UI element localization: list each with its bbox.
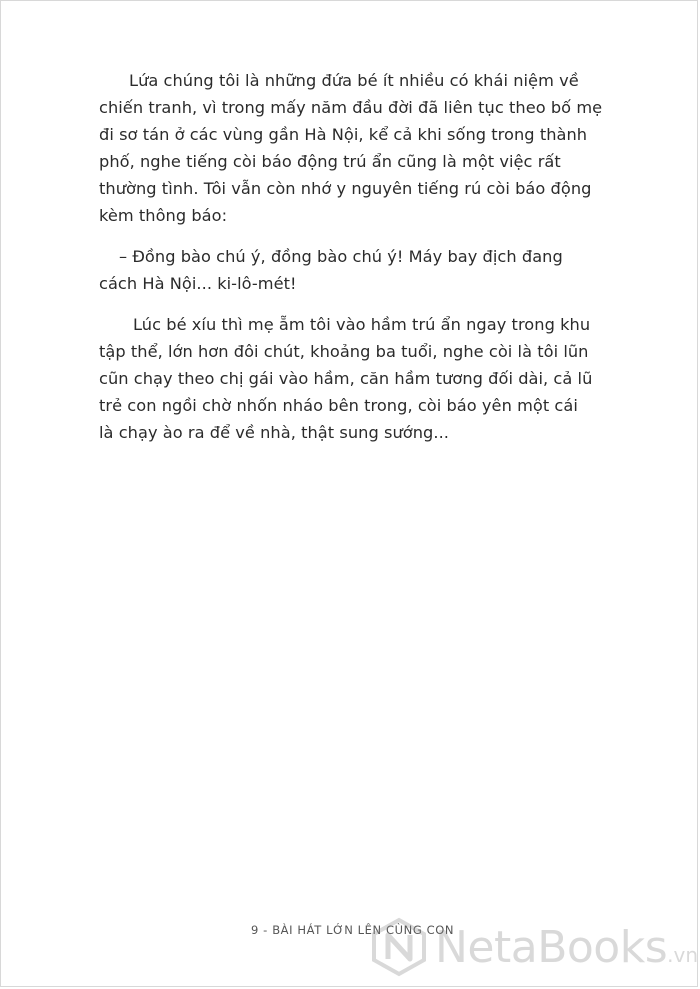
watermark (369, 906, 699, 988)
book-title: BÀI HÁT LỚN LÊN CÙNG CON (272, 923, 455, 937)
netabooks-logo-icon (369, 917, 429, 977)
text-line: cách Hà Nội... ki-lô-mét! (99, 274, 297, 293)
text-line: phố, nghe tiếng còi báo động trú ẩn cũng là một việc rất (99, 152, 561, 171)
text-line: kèm thông báo: (99, 206, 228, 225)
watermark-text (435, 922, 698, 973)
paragraph-1 (99, 67, 619, 229)
footer-separator: - (258, 923, 273, 937)
text-line: trẻ con ngồi chờ nhốn nháo bên trong, còi báo yên một cái (99, 396, 578, 415)
text-line: chiến tranh, vì trong mấy năm đầu đời đã liên tục theo bố mẹ (99, 98, 603, 117)
text-line: là chạy ào ra để về nhà, thật sung sướng... (99, 423, 449, 442)
text-line: đi sơ tán ở các vùng gần Hà Nội, kể cả khi sống trong thành (99, 125, 588, 144)
paragraph-3 (99, 311, 619, 446)
text-line: Lứa chúng tôi là những đứa bé ít nhiều có khái niệm về (129, 71, 579, 90)
body-text (99, 67, 619, 460)
text-line: – Đồng bào chú ý, đồng bào chú ý! Máy bay địch đang (119, 247, 563, 266)
text-line: cũn chạy theo chị gái vào hầm, căn hầm tương đối dài, cả lũ (99, 369, 593, 388)
page-number: 9 (251, 923, 259, 937)
text-line: tập thể, lớn hơn đôi chút, khoảng ba tuổi, nghe còi là tôi lũn (99, 342, 589, 361)
paragraph-2 (99, 243, 619, 297)
text-line: thường tình. Tôi vẫn còn nhớ y nguyên tiếng rú còi báo động (99, 179, 592, 198)
watermark-suffix: .vn (667, 942, 699, 967)
text-line: Lúc bé xíu thì mẹ ẵm tôi vào hầm trú ẩn ngay trong khu (133, 315, 591, 334)
watermark-brand: NetaBooks (435, 921, 668, 973)
